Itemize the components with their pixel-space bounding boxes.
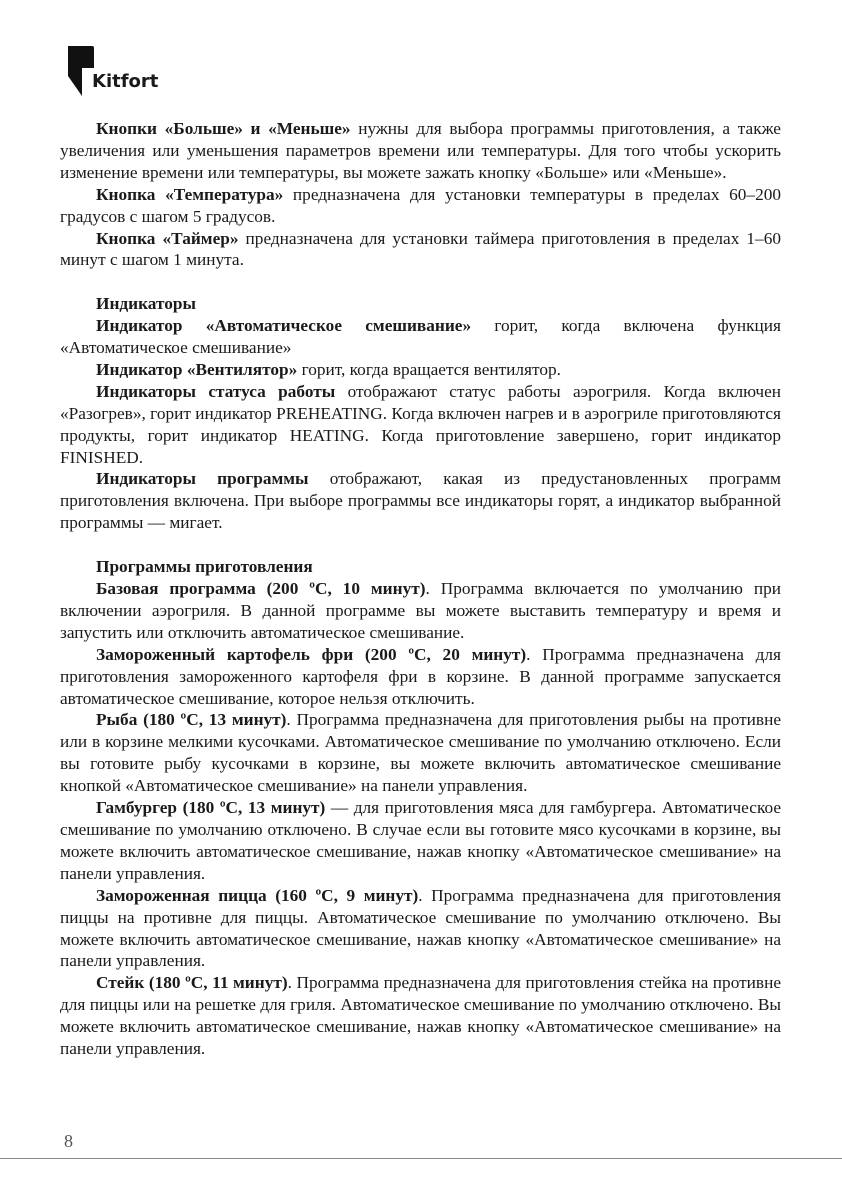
paragraph: Кнопки «Больше» и «Меньше» нужны для выбора программы приготовления, а также увеличения или уменьшения параметров времени или температуры. Для того чтобы ускорить изменение времени или температуры, вы можете зажать кнопку «Больше» или «Меньше». bbox=[60, 119, 781, 182]
paragraph: Гамбургер (180 ºС, 13 минут) — для приготовления мяса для гамбургера. Автоматическое смешивание по умолчанию отключено. В случае если вы готовите мясо кусочками в корзине, вы можете включить автоматическое смешивание, нажав кнопку «Автоматическое смешивание» на панели управления. bbox=[60, 798, 781, 883]
kitfort-logo bbox=[66, 46, 186, 98]
paragraph: Замороженный картофель фри (200 ºС, 20 минут). Программа предназначена для приготовления замороженного картофеля фри в корзине. В данной программе запускается автоматическое смешивание, которое нельзя отключить. bbox=[60, 644, 782, 708]
section-heading-indicators: Индикаторы bbox=[96, 294, 196, 314]
paragraph: Кнопка «Таймер» предназначена для установки таймера приготовления в пределах 1–60 минут с шагом 1 минута. bbox=[60, 228, 781, 270]
paragraph: Кнопка «Температура» предназначена для установки температуры в пределах 60–200 градусов с шагом 5 градусов. bbox=[60, 184, 781, 226]
section-heading-programs: Программы приготовления bbox=[96, 557, 313, 577]
page-number: 8 bbox=[64, 1131, 73, 1151]
paragraph: Индикаторы статуса работы отображают статус работы аэрогриля. Когда включен «Разогрев», горит индикатор PREHEATING. Когда включен нагрев и в аэрогриле приготовляются продукты, горит индикатор HEATING. Когда приготовление завершено, горит индикатор FINISHED. bbox=[60, 381, 781, 467]
paragraph: Индикатор «Автоматическое смешивание» горит, когда включена функция «Автоматическое смешивание» bbox=[60, 316, 781, 358]
paragraph: Индикаторы программы отображают, какая из предустановленных программ приготовления включена. При выборе программы все индикаторы горят, а индикатор выбранной программы — мигает. bbox=[60, 469, 781, 533]
paragraph: Рыба (180 ºС, 13 минут). Программа предназначена для приготовления рыбы на противне или в корзине мелкими кусочками. Автоматическое смешивание по умолчанию отключено. Если вы готовите рыбу кусочками в корзине, вы можете включить автоматическое смешивание кнопкой «Автоматическое смешивание» на панели управления. bbox=[60, 710, 781, 796]
paragraph: Замороженная пицца (160 ºС, 9 минут). Программа предназначена для приготовления пиццы на противне для пиццы. Автоматическое смешивание по умолчанию отключено. Вы можете включить автоматическое смешивание, нажав кнопку «Автоматическое смешивание» на панели управления. bbox=[60, 885, 781, 971]
paragraph: Индикатор «Вентилятор» горит, когда вращается вентилятор. bbox=[96, 359, 561, 379]
document-body bbox=[60, 118, 781, 1060]
bottom-divider bbox=[0, 1158, 842, 1159]
paragraph: Базовая программа (200 ºС, 10 минут). Программа включается по умолчанию при включении аэрогриля. В данной программе вы можете выставить температуру и время и запустить или отключить автоматическое смешивание. bbox=[60, 579, 782, 642]
paragraph: Стейк (180 ºС, 11 минут). Программа предназначена для приготовления стейка на противне для пиццы или на решетке для гриля. Автоматическое смешивание по умолчанию отключено. Вы можете включить автоматическое смешивание, нажав кнопку «Автоматическое смешивание» на панели управления. bbox=[60, 973, 781, 1059]
logo-text: Kitfort bbox=[92, 71, 159, 92]
